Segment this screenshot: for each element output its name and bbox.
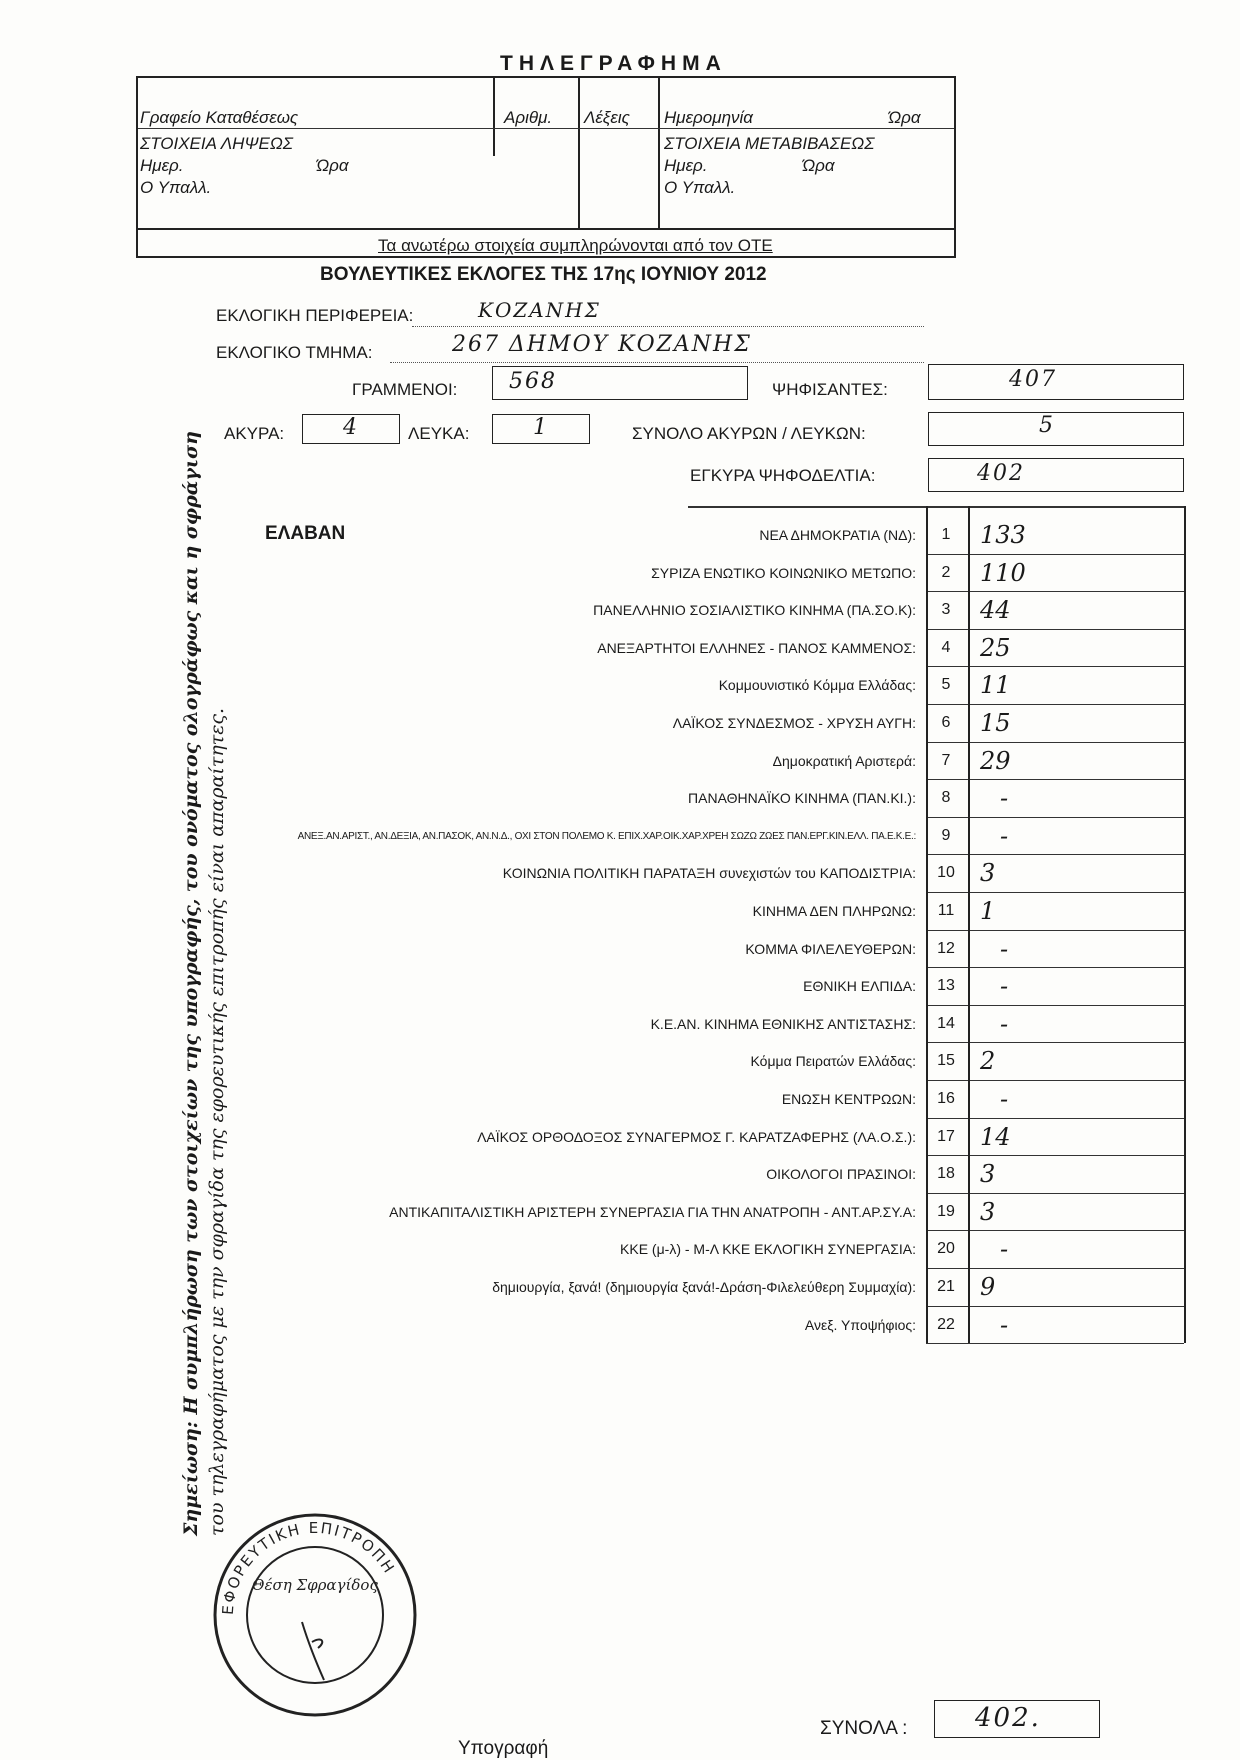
party-name: Δημοκρατική Αριστερά: <box>772 752 916 769</box>
stamp-inner-ring <box>247 1547 383 1683</box>
party-number: 22 <box>937 1315 955 1333</box>
party-number: 14 <box>937 1014 955 1032</box>
telegram-title: ΤΗΛΕΓΡΑΦΗΜΑ <box>500 52 727 75</box>
party-votes[interactable]: 1 <box>980 897 996 925</box>
party-number: 10 <box>937 864 955 882</box>
side-note-line1: Σημείωση: Η συμπλήρωση των στοιχείων της υπογραφής, του ονόματος ολογράφως και η σφράγιση <box>180 431 202 1536</box>
party-name: ΠΑΝΑΘΗΝΑΪΚΟ ΚΙΝΗΜΑ (ΠΑΝ.ΚΙ.): <box>688 790 916 807</box>
divider <box>578 78 580 228</box>
party-name: ΚΟΜΜΑ ΦΙΛΕΛΕΥΘΕΡΩΝ: <box>745 940 916 957</box>
row-divider <box>926 554 1184 555</box>
party-votes[interactable]: 3 <box>980 1197 996 1226</box>
party-votes[interactable]: 133 <box>980 521 1026 549</box>
row-divider <box>926 1118 1184 1119</box>
voted-value: 407 <box>1009 367 1057 392</box>
party-name: ΚΚΕ (μ-λ) - Μ-Λ ΚΚΕ ΕΚΛΟΓΙΚΗ ΣΥΝΕΡΓΑΣΙΑ: <box>620 1241 916 1258</box>
row-divider <box>926 967 1184 968</box>
party-name: ΚΟΙΝΩΝΙΑ ΠΟΛΙΤΙΚΗ ΠΑΡΑΤΑΞΗ συνεχιστών του ΚΑΠΟΔΙΣΤΡΙΑ: <box>502 865 916 882</box>
party-votes[interactable]: 9 <box>980 1273 996 1301</box>
section-label: ΕΚΛΟΓΙΚΟ ΤΜΗΜΑ: <box>216 343 373 362</box>
party-name: Κόμμα Πειρατών Ελλάδας: <box>750 1053 916 1070</box>
party-number: 3 <box>941 601 951 619</box>
receipt-clerk-label: Ο Υπαλλ. <box>140 178 212 197</box>
party-votes[interactable]: 11 <box>980 671 1011 700</box>
party-name: ΠΑΝΕΛΛΗΝΙΟ ΣΟΣΙΑΛΙΣΤΙΚΟ ΚΙΝΗΜΑ (ΠΑ.ΣΟ.Κ): <box>593 602 916 619</box>
row-divider <box>926 591 1184 592</box>
results-top-rule <box>688 506 1184 508</box>
valid-value: 402 <box>977 461 1025 486</box>
totals-value: 402. <box>975 1703 1041 1733</box>
signature-mark <box>302 1622 324 1680</box>
blank-box[interactable] <box>492 414 590 444</box>
party-name: ΟΙΚΟΛΟΓΟΙ ΠΡΑΣΙΝΟΙ: <box>766 1166 916 1183</box>
totals-box[interactable] <box>934 1700 1100 1738</box>
divider <box>493 78 495 156</box>
valid-label: ΕΓΚΥΡΑ ΨΗΦΟΔΕΛΤΙΑ: <box>690 466 876 485</box>
party-votes[interactable]: 44 <box>980 596 1011 625</box>
voted-box[interactable] <box>928 364 1184 400</box>
party-name: ΛΑΪΚΟΣ ΟΡΘΟΔΟΞΟΣ ΣΥΝΑΓΕΡΜΟΣ Γ. ΚΑΡΑΤΖΑΦΕΡΗΣ (ΛΑ.Ο.Σ.): <box>477 1128 916 1145</box>
row-divider <box>926 629 1184 630</box>
number-label: Αριθμ. <box>504 108 553 127</box>
row-divider <box>926 1155 1184 1156</box>
column-divider <box>1184 506 1186 1343</box>
party-number: 7 <box>941 751 951 769</box>
words-label: Λέξεις <box>584 108 630 127</box>
region-value[interactable]: ΚΟΖΑΝΗΣ <box>478 298 601 322</box>
divider <box>138 128 954 129</box>
party-votes[interactable]: - <box>1000 821 1009 850</box>
party-name: Κ.Ε.ΑΝ. ΚΙΝΗΜΑ ΕΘΝΙΚΗΣ ΑΝΤΙΣΤΑΣΗΣ: <box>650 1015 916 1032</box>
party-name: ΑΝΤΙΚΑΠΙΤΑΛΙΣΤΙΚΗ ΑΡΙΣΤΕΡΗ ΣΥΝΕΡΓΑΣΙΑ ΓΙΑ ΤΗΝ ΑΝΑΤΡΟΠΗ - ΑΝΤ.ΑΡ.ΣΥ.Α: <box>389 1203 916 1220</box>
date-label: Ημερομηνία <box>664 108 753 127</box>
side-note-line2: του τηλεγραφήματος με την σφραγίδα της εφορευτικής επιτροπής είναι απαραίτητες. <box>206 707 228 1536</box>
party-number: 17 <box>937 1127 955 1145</box>
party-number: 19 <box>937 1202 955 1220</box>
column-divider <box>926 506 928 1343</box>
party-votes[interactable]: 2 <box>980 1047 996 1076</box>
received-label: ΕΛΑΒΑΝ <box>265 523 346 544</box>
party-votes[interactable]: - <box>1000 1009 1009 1038</box>
party-votes[interactable]: - <box>1000 934 1009 963</box>
receipt-label: ΣΤΟΙΧΕΙΑ ΛΗΨΕΩΣ <box>140 134 293 153</box>
party-name: ΝΕΑ ΔΗΜΟΚΡΑΤΙΑ (ΝΔ): <box>759 527 916 543</box>
party-number: 12 <box>937 939 955 957</box>
invalid-value: 4 <box>343 415 359 440</box>
party-number: 15 <box>937 1052 955 1070</box>
party-number: 11 <box>937 902 955 919</box>
row-divider <box>926 1306 1184 1307</box>
party-name: ΚΙΝΗΜΑ ΔΕΝ ΠΛΗΡΩΝΩ: <box>752 903 916 919</box>
stamp-outer-ring <box>215 1515 415 1715</box>
divider <box>138 228 954 230</box>
party-votes[interactable]: 14 <box>980 1122 1011 1151</box>
party-name: ΕΝΩΣΗ ΚΕΝΤΡΩΩΝ: <box>781 1091 916 1107</box>
party-number: 18 <box>937 1165 955 1183</box>
party-name: δημιουργία, ξανά! (δημιουργία ξανά!-Δράση-Φιλελεύθερη Συμμαχία): <box>492 1279 916 1295</box>
row-divider <box>926 1230 1184 1231</box>
party-number: 6 <box>941 714 951 731</box>
transmit-day-label: Ημερ. <box>664 156 708 175</box>
party-votes[interactable]: 29 <box>980 746 1011 775</box>
party-number: 13 <box>937 977 955 995</box>
row-divider <box>926 854 1184 855</box>
ote-header-box <box>136 76 956 258</box>
invalid-label: ΑΚΥΡΑ: <box>224 424 285 443</box>
party-name: ΕΘΝΙΚΗ ΕΛΠΙΔΑ: <box>803 978 916 995</box>
party-votes[interactable]: 15 <box>980 709 1011 737</box>
party-votes[interactable]: - <box>1000 784 1009 813</box>
column-divider <box>968 506 970 1343</box>
party-votes[interactable]: 3 <box>980 859 996 888</box>
party-name: ΣΥΡΙΖΑ ΕΝΩΤΙΚΟ ΚΟΙΝΩΝΙΚΟ ΜΕΤΩΠΟ: <box>651 564 916 581</box>
receipt-day-label: Ημερ. <box>140 156 184 175</box>
party-name: ΑΝΕΞΑΡΤΗΤΟΙ ΕΛΛΗΝΕΣ - ΠΑΝΟΣ ΚΑΜΜΕΝΟΣ: <box>597 639 916 656</box>
row-divider <box>926 1005 1184 1006</box>
election-title: ΒΟΥΛΕΥΤΙΚΕΣ ΕΚΛΟΓΕΣ ΤΗΣ 17ης ΙΟΥΝΙΟΥ 2012 <box>320 264 767 285</box>
transmit-clerk-label: Ο Υπαλλ. <box>664 178 736 197</box>
row-divider <box>926 779 1184 780</box>
ote-note: Τα ανωτέρω στοιχεία συμπληρώνονται από τον ΟΤΕ <box>378 236 773 255</box>
committee-stamp <box>212 1512 418 1718</box>
row-divider <box>926 892 1184 893</box>
section-dotted-line <box>390 362 924 363</box>
party-number: 8 <box>941 789 951 807</box>
party-number: 2 <box>941 563 951 581</box>
row-divider <box>926 1268 1184 1269</box>
party-votes[interactable]: - <box>1000 1235 1009 1264</box>
party-number: 21 <box>937 1278 955 1295</box>
registered-value: 568 <box>509 369 557 394</box>
signature-label: Υπογραφή <box>458 1738 549 1759</box>
row-divider <box>926 666 1184 667</box>
party-votes[interactable]: - <box>1000 1310 1009 1339</box>
stamp-inner-text: Θέση Σφραγίδος <box>252 1576 378 1594</box>
party-number: 4 <box>941 638 951 656</box>
row-divider <box>926 1080 1184 1081</box>
party-number: 20 <box>937 1240 955 1258</box>
receipt-time-label: Ώρα <box>316 156 349 175</box>
row-divider <box>926 817 1184 818</box>
totals-label: ΣΥΝΟΛΑ : <box>820 1718 908 1739</box>
region-label: ΕΚΛΟΓΙΚΗ ΠΕΡΙΦΕΡΕΙΑ: <box>216 306 414 325</box>
invalid-blank-total-label: ΣΥΝΟΛΟ ΑΚΥΡΩΝ / ΛΕΥΚΩΝ: <box>632 424 866 443</box>
row-divider <box>926 930 1184 931</box>
side-note <box>178 431 230 1536</box>
party-votes[interactable]: - <box>1000 1085 1009 1113</box>
invalid-blank-total-box[interactable] <box>928 412 1184 446</box>
region-dotted-line <box>412 326 924 327</box>
office-label: Γραφείο Καταθέσεως <box>140 108 299 127</box>
blank-value: 1 <box>533 415 549 440</box>
party-votes[interactable]: 110 <box>980 558 1026 587</box>
party-votes[interactable]: 3 <box>980 1160 996 1189</box>
invalid-blank-total-value: 5 <box>1039 413 1055 438</box>
transmit-label: ΣΤΟΙΧΕΙΑ ΜΕΤΑΒΙΒΑΣΕΩΣ <box>664 134 875 153</box>
party-votes[interactable]: - <box>1000 972 1009 1001</box>
party-votes[interactable]: 25 <box>980 633 1011 662</box>
voted-label: ΨΗΦΙΣΑΝΤΕΣ: <box>772 380 888 399</box>
party-number: 9 <box>941 826 951 844</box>
row-divider <box>926 742 1184 743</box>
registered-box[interactable] <box>492 366 748 400</box>
party-name: Κομμουνιστικό Κόμμα Ελλάδας: <box>718 677 916 694</box>
divider <box>658 78 660 228</box>
party-number: 1 <box>941 526 951 543</box>
valid-box[interactable] <box>928 458 1184 492</box>
transmit-time-label: Ώρα <box>802 156 835 175</box>
party-number: 16 <box>937 1090 955 1107</box>
party-name: Ανεξ. Υποψήφιος: <box>804 1316 916 1333</box>
row-divider <box>926 704 1184 705</box>
section-value[interactable]: 267 ΔΗΜΟΥ ΚΟΖΑΝΗΣ <box>452 332 752 357</box>
party-name: ΑΝΕΞ.ΑΝ.ΑΡΙΣΤ., ΑΝ.ΔΕΞΙΑ, ΑΝ.ΠΑΣΟΚ, ΑΝ.Ν.Δ., ΟΧΙ ΣΤΟΝ ΠΟΛΕΜΟ Κ. ΕΠΙΧ.ΧΑΡ.ΟΙΚ.ΧΑΡ.ΧΡΕΗ ΣΩΖΩ ΖΩΕΣ ΠΑΝ.ΕΡΓ.ΚΙΝ.ΕΛΛ. ΠΑ.Ε.Κ.Ε.: <box>297 830 916 842</box>
party-name: ΛΑΪΚΟΣ ΣΥΝΔΕΣΜΟΣ - ΧΡΥΣΗ ΑΥΓΗ: <box>672 715 916 731</box>
row-divider <box>926 1193 1184 1194</box>
stamp-ring-text: ΕΦΟΡΕΥΤΙΚΗ ΕΠΙΤΡΟΠΗ <box>218 1518 399 1616</box>
invalid-box[interactable] <box>302 414 400 444</box>
registered-label: ΓΡΑΜΜΕΝΟΙ: <box>352 380 458 399</box>
time-label: Ώρα <box>888 108 921 127</box>
row-divider <box>926 1042 1184 1043</box>
party-number: 5 <box>941 676 951 694</box>
blank-label: ΛΕΥΚΑ: <box>408 424 470 443</box>
row-divider <box>926 1343 1184 1344</box>
